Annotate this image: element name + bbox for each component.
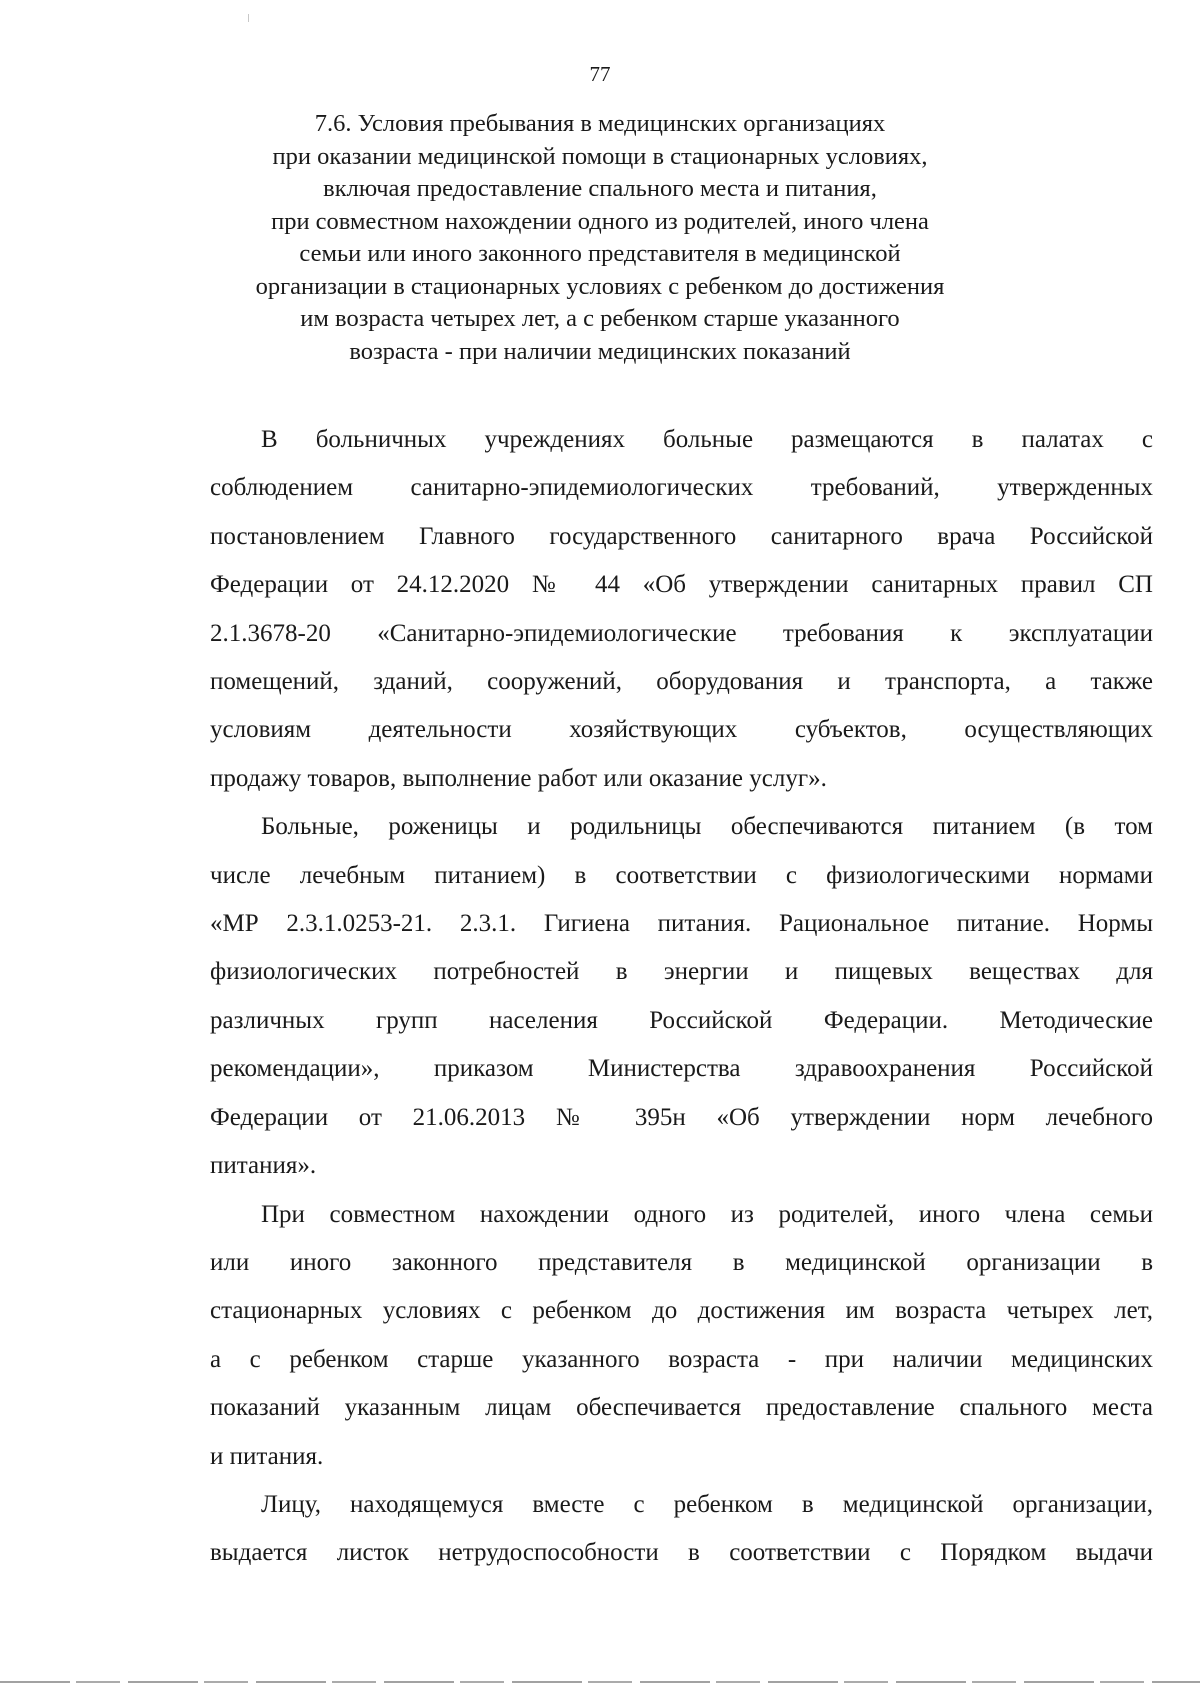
paragraph-line: и питания. bbox=[210, 1442, 324, 1470]
paragraph-line: При совместном нахождении одного из родителей, иного члена семьи bbox=[261, 1200, 1153, 1228]
paragraph-nutrition bbox=[210, 803, 1153, 1190]
heading-line: включая предоставление спального места и питания, bbox=[323, 175, 877, 202]
paragraph-line: показаний указанным лицам обеспечивается предоставление спального места bbox=[210, 1394, 1153, 1422]
paragraph-line: Лицу, находящемуся вместе с ребенком в медицинской организации, bbox=[261, 1490, 1153, 1518]
heading-line: 7.6. Условия пребывания в медицинских организациях bbox=[314, 110, 886, 137]
paragraph-line: 2.1.3678-20 «Санитарно-эпидемиологические требования к эксплуатации bbox=[210, 619, 1153, 647]
section-heading bbox=[210, 108, 990, 368]
heading-line: при совместном нахождении одного из родителей, иного члена bbox=[271, 207, 929, 235]
paragraph-line: Федерации от 24.12.2020 № 44 «Об утверждении санитарных правил СП bbox=[210, 571, 1153, 599]
document-body bbox=[210, 416, 1153, 1578]
paragraph-line: числе лечебным питанием) в соответствии с физиологическими нормами bbox=[210, 861, 1153, 889]
heading-line: семьи или иного законного представителя в медицинской bbox=[299, 240, 901, 267]
paragraph-line: питания». bbox=[210, 1152, 317, 1180]
paragraph-line: условиям деятельности хозяйствующих субъектов, осуществляющих bbox=[210, 716, 1153, 744]
paragraph-line: помещений, зданий, сооружений, оборудования и транспорта, а также bbox=[210, 668, 1153, 696]
paragraph-line: постановлением Главного государственного санитарного врача Российской bbox=[210, 522, 1153, 550]
paragraph-line: стационарных условиях с ребенком до достижения им возраста четырех лет, bbox=[210, 1297, 1153, 1325]
paragraph-line: рекомендации», приказом Министерства здравоохранения Российской bbox=[210, 1055, 1153, 1083]
scan-artifact-mark bbox=[248, 14, 249, 22]
heading-line: организации в стационарных условиях с ребенком до достижения bbox=[255, 272, 945, 300]
page-number: 77 bbox=[589, 62, 611, 86]
paragraph-joint-stay bbox=[210, 1191, 1153, 1481]
paragraph-line: продажу товаров, выполнение работ или оказание услуг». bbox=[210, 764, 827, 792]
paragraph-hospital-placement bbox=[210, 416, 1153, 803]
paragraph-line: Федерации от 21.06.2013 № 395н «Об утверждении норм лечебного bbox=[210, 1103, 1153, 1131]
scan-bottom-edge bbox=[0, 1681, 1200, 1683]
heading-line: им возраста четырех лет, а с ребенком старше указанного bbox=[300, 305, 900, 332]
paragraph-line: различных групп населения Российской Федерации. Методические bbox=[210, 1006, 1153, 1034]
paragraph-line: В больничных учреждениях больные размещаются в палатах с bbox=[261, 426, 1153, 453]
paragraph-line: «МР 2.3.1.0253-21. 2.3.1. Гигиена питания. Рациональное питание. Нормы bbox=[210, 910, 1153, 938]
paragraph-line: или иного законного представителя в медицинской организации в bbox=[210, 1248, 1153, 1276]
paragraph-line: физиологических потребностей в энергии и пищевых веществах для bbox=[210, 958, 1153, 986]
paragraph-line: выдается листок нетрудоспособности в соответствии с Порядком выдачи bbox=[210, 1539, 1153, 1567]
paragraph-line: а с ребенком старше указанного возраста - при наличии медицинских bbox=[210, 1345, 1153, 1373]
paragraph-line: соблюдением санитарно-эпидемиологических требований, утвержденных bbox=[210, 474, 1153, 502]
paragraph-sick-leave bbox=[210, 1481, 1153, 1578]
paragraph-line: Больные, роженицы и родильницы обеспечиваются питанием (в том bbox=[261, 813, 1153, 841]
heading-line: возраста - при наличии медицинских показаний bbox=[349, 337, 851, 365]
heading-line: при оказании медицинской помощи в стационарных условиях, bbox=[272, 142, 928, 170]
